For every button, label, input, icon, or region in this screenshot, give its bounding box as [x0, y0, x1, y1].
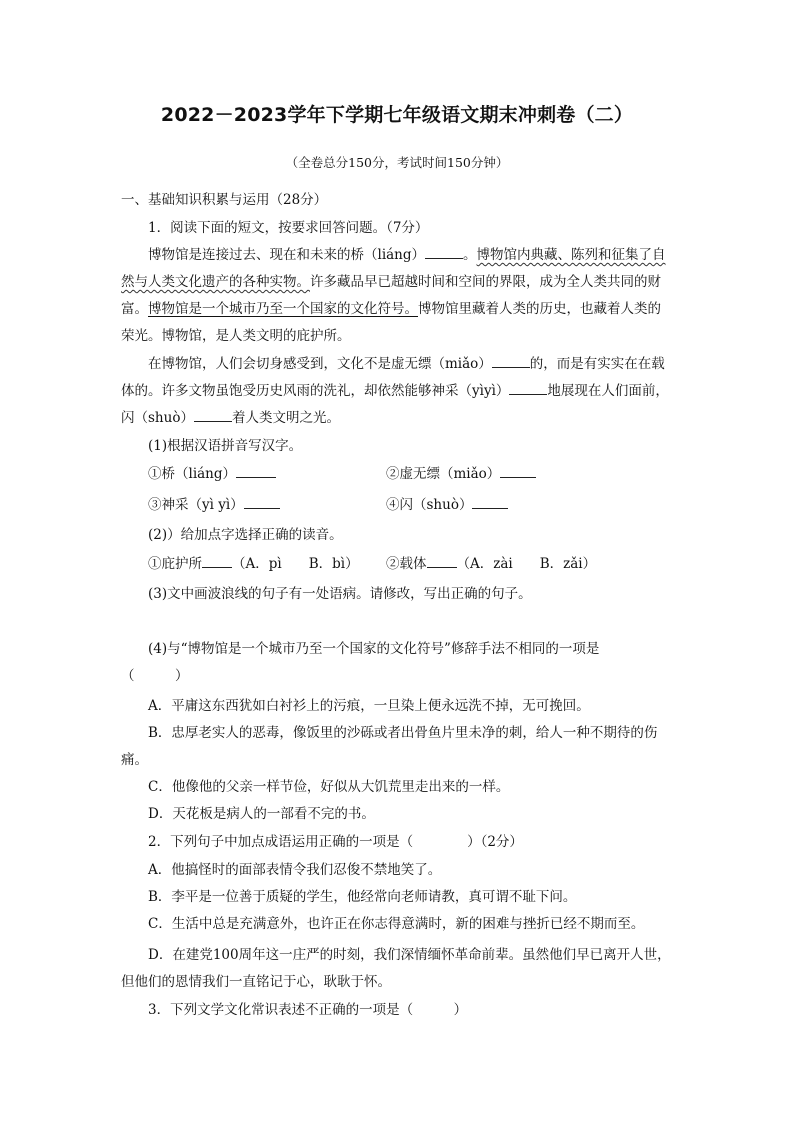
option-d: D．在建党100周年这一庄严的时刻，我们深情缅怀革命前辈。虽然他们早已离开人世，: [148, 947, 671, 963]
answer-blank[interactable]: [492, 355, 530, 368]
option-b-continued: 痛。: [121, 752, 148, 768]
passage-text: 博物馆是连接过去、现在和未来的桥（liáng）: [148, 247, 426, 263]
passage-text: 许多藏品早已超越时间和空间的界限，成为全人类共同的财: [310, 274, 661, 290]
passage-line: [148, 352, 665, 372]
pinyin-item: ②虚无缥（miǎo）: [386, 462, 536, 482]
wavy-underlined-sentence: 然与人类文化遗产的各种实物。: [121, 274, 310, 290]
passage-text: 闪（shuò）: [121, 410, 194, 426]
answer-blank[interactable]: [202, 555, 232, 568]
passage-text: 地展现在人们面前，: [547, 383, 669, 399]
passage-text: 体的。许多文物虽饱受历史风雨的洗礼，却依然能够神采（yìyì）: [121, 383, 510, 399]
sub-question-3: (3)文中画波浪线的句子有一处语病。请修改，写出正确的句子。: [148, 586, 532, 602]
pinyin-item: ③神采（yì yì）: [148, 493, 280, 513]
option-c: C．他像他的父亲一样节俭，好似从大饥荒里走出来的一样。: [148, 779, 510, 795]
question-1-prompt: 1．阅读下面的短文，按要求回答问题。（7分）: [148, 220, 429, 236]
answer-blank[interactable]: [236, 465, 276, 478]
passage-text: 的，而是有实实在在载: [529, 356, 665, 372]
reading-item: ①庇护所 （A．pì B．bì）: [148, 556, 359, 572]
passage-line: [121, 297, 661, 317]
pinyin-item: ①桥（liáng）: [148, 462, 276, 482]
question-2-prompt: 2．下列句子中加点成语运用正确的一项是（ ）（2分）: [148, 834, 523, 850]
option-a: A．平庸这东西犹如白衬衫上的污痕，一旦染上便永远洗不掉，无可挽回。: [148, 698, 590, 714]
answer-blank[interactable]: [500, 465, 536, 478]
sub-question-2: (2)）给加点字选择正确的读音。: [148, 527, 343, 543]
answer-paren[interactable]: （ ）: [121, 668, 189, 684]
page-title: 2022－2023学年下学期七年级语文期末冲刺卷（二）: [160, 104, 634, 126]
passage-text: 在博物馆，人们会切身感受到，文化不是虚无缥（miǎo）: [148, 356, 492, 372]
section-heading: 一、基础知识积累与运用（28分）: [121, 192, 328, 208]
option-d: D．天花板是病人的一部看不完的书。: [148, 806, 375, 822]
answer-blank[interactable]: [194, 409, 232, 422]
answer-blank[interactable]: [427, 555, 457, 568]
sub-question-4: (4)与“博物馆是一个城市乃至一个国家的文化符号”修辞手法不相同的一项是: [148, 641, 600, 657]
passage-text: 。: [463, 247, 477, 263]
passage-text: 着人类文明之光。: [231, 410, 340, 426]
passage-line: [148, 243, 666, 263]
underlined-sentence: 博物馆是一个城市乃至一个国家的文化符号。: [148, 301, 418, 317]
reading-item: ②载体 （A．zài B．zǎi）: [386, 556, 597, 572]
passage-line: [121, 379, 669, 399]
exam-info: （全卷总分150分，考试时间150分钟）: [285, 155, 509, 170]
option-c: C．生活中总是充满意外，也许正在你志得意满时，新的困难与挫折已经不期而至。: [148, 916, 645, 932]
sub-question-1: (1)根据汉语拼音写汉字。: [148, 438, 303, 454]
answer-blank[interactable]: [425, 246, 463, 259]
option-a: A．他搞怪时的面部表情令我们忍俊不禁地笑了。: [148, 862, 442, 878]
passage-text: 富。: [121, 301, 148, 317]
option-b: B．李平是一位善于质疑的学生，他经常向老师请教，真可谓不耻下问。: [148, 889, 577, 905]
option-d-continued: 但他们的恩情我们一直铭记于心，耿耿于怀。: [121, 974, 391, 990]
option-b: B．忠厚老实人的恶毒，像饭里的沙砾或者出骨鱼片里未净的刺，给人一种不期待的伤: [148, 725, 658, 741]
question-3-prompt: 3．下列文学文化常识表述不正确的一项是（ ）: [148, 1002, 468, 1018]
passage-line: 荣光。博物馆，是人类文明的庇护所。: [121, 328, 351, 344]
wavy-underlined-sentence: 博物馆内典藏、陈列和征集了自: [476, 247, 666, 263]
passage-line: [121, 270, 661, 290]
answer-blank[interactable]: [472, 496, 508, 509]
pinyin-item: ④闪（shuò）: [386, 493, 508, 513]
passage-text: 博物馆里藏着人类的历史，也藏着人类的: [418, 301, 661, 317]
answer-blank[interactable]: [244, 496, 280, 509]
passage-line: [121, 406, 340, 426]
answer-blank[interactable]: [509, 382, 547, 395]
